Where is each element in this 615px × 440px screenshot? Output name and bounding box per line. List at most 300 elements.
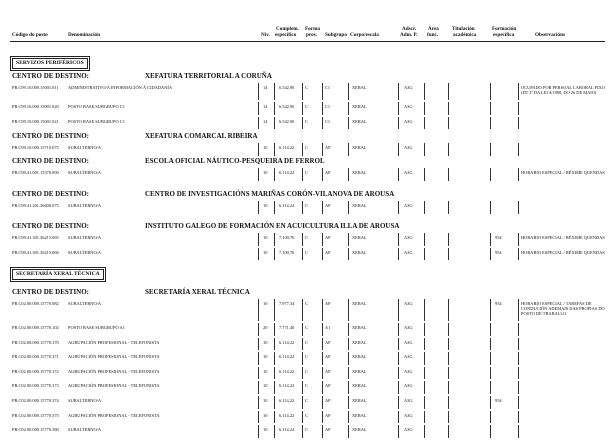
column-divider: [398, 367, 399, 380]
cell-form: 954: [495, 235, 502, 240]
column-divider: [424, 338, 425, 351]
column-divider: [398, 102, 399, 115]
column-divider: [398, 233, 399, 246]
column-divider: [448, 299, 449, 321]
column-divider: [348, 367, 349, 380]
cell-sub: AP: [325, 203, 331, 208]
cell-code: PR.C99.10.000.15001.020: [12, 104, 59, 109]
cell-adscr: A3G: [404, 203, 413, 208]
dest-name: XEFATURA TERRITORIAL A CORUÑA: [145, 72, 272, 80]
column-divider: [424, 248, 425, 261]
column-divider: [348, 102, 349, 115]
dest-label: CENTRO DE DESTINO:: [12, 222, 90, 230]
header-complem: Complem.: [276, 26, 299, 32]
column-divider: [258, 143, 259, 156]
dest-name: INSTITUTO GALEGO DE FORMACIÓN EN ACUICULTURA ILLA DE AROUSA: [145, 222, 400, 230]
cell-code: PR.C02.00.000.15770.374: [12, 398, 59, 403]
cell-niv: 10: [263, 145, 268, 150]
cell-comp: 6.114,22: [279, 368, 295, 374]
header-adm: Adm. P.: [400, 32, 418, 38]
cell-comp: 6.114,22: [279, 203, 295, 208]
column-divider: [348, 338, 349, 351]
cell-adscr: A3G: [404, 85, 413, 90]
column-divider: [518, 323, 519, 336]
cell-denom: SUBALTERNO/A: [68, 249, 102, 255]
cell-adscr: A3G: [404, 301, 413, 306]
cell-denom: POSTO BASE SUBGRUPO C1: [68, 118, 125, 124]
cell-adscr: A3G: [404, 398, 413, 403]
column-divider: [348, 233, 349, 246]
cell-adscr: A3G: [404, 249, 413, 255]
cell-comp: 6.114,22: [279, 170, 295, 175]
column-divider: [322, 338, 323, 351]
cell-form: 954: [495, 398, 502, 403]
column-divider: [518, 352, 519, 365]
column-divider: [348, 425, 349, 438]
column-divider: [518, 367, 519, 380]
column-divider: [322, 143, 323, 156]
column-divider: [398, 299, 399, 321]
column-divider: [258, 117, 259, 130]
column-divider: [518, 411, 519, 424]
column-divider: [348, 83, 349, 100]
column-divider: [398, 201, 399, 214]
table-row: [0, 117, 615, 132]
cell-denom: SUBALTERNO/A: [68, 398, 102, 403]
column-divider: [322, 411, 323, 424]
header-func: func.: [427, 32, 439, 38]
column-divider: [258, 201, 259, 214]
column-divider: [302, 425, 303, 438]
cell-niv: 14: [263, 85, 268, 90]
column-divider: [448, 83, 449, 100]
column-divider: [490, 248, 491, 261]
cell-code: PR.C02.00.000.15770.380: [12, 427, 59, 433]
cell-forma: C: [305, 249, 308, 255]
header-corpo: Corpo/escala: [350, 32, 379, 38]
column-divider: [348, 352, 349, 365]
table-row: [0, 352, 615, 367]
column-divider: [518, 143, 519, 156]
column-divider: [302, 338, 303, 351]
column-divider: [398, 168, 399, 181]
cell-forma: C: [305, 235, 308, 240]
cell-niv: 14: [263, 118, 268, 124]
column-divider: [258, 248, 259, 261]
cell-corpo: XERAL: [352, 118, 367, 124]
column-divider: [348, 117, 349, 130]
column-divider: [258, 299, 259, 321]
cell-adscr: A3G: [404, 118, 413, 124]
column-divider: [424, 425, 425, 438]
cell-code: PR.C02.00.000.15770.372: [12, 368, 59, 374]
column-divider: [490, 396, 491, 409]
column-divider: [302, 102, 303, 115]
header-area: Área: [428, 26, 439, 32]
cell-niv: 10: [263, 412, 268, 418]
column-divider: [424, 83, 425, 100]
cell-forma: C: [305, 203, 308, 208]
table-row: [0, 396, 615, 411]
cell-form: 954: [495, 301, 502, 306]
cell-niv: 10: [263, 383, 268, 389]
cell-comp: 6.114,22: [279, 383, 295, 389]
column-divider: [348, 248, 349, 261]
cell-obs: OCUPADO POR PERSOAL LABORAL FIXO (DT 1ª DA LEI 4/1988, DO 26 DE MAIO): [521, 85, 605, 95]
column-divider: [274, 352, 275, 365]
column-divider: [274, 143, 275, 156]
cell-corpo: XERAL: [352, 170, 367, 175]
table-row: [0, 248, 615, 263]
column-divider: [258, 381, 259, 394]
column-divider: [490, 102, 491, 115]
table-row: [0, 323, 615, 338]
column-divider: [518, 381, 519, 394]
column-divider: [274, 168, 275, 181]
column-divider: [424, 117, 425, 130]
column-divider: [518, 396, 519, 409]
cell-comp: 6.542,90: [279, 118, 295, 124]
column-divider: [322, 233, 323, 246]
column-divider: [322, 367, 323, 380]
column-divider: [490, 233, 491, 246]
cell-obs: HORARIO ESPECIAL / RÉXIME QUENDAS: [521, 235, 605, 240]
table-row: [0, 102, 615, 117]
header-niv: Nív.: [261, 32, 270, 38]
column-divider: [322, 83, 323, 100]
column-divider: [274, 299, 275, 321]
column-divider: [258, 411, 259, 424]
cell-sub: C1: [325, 104, 331, 109]
dest-name: SECRETARÍA XERAL TÉCNICA: [145, 288, 250, 296]
cell-corpo: XERAL: [352, 398, 367, 403]
column-divider: [258, 83, 259, 100]
column-divider: [302, 299, 303, 321]
cell-corpo: XERAL: [352, 368, 367, 374]
cell-corpo: XERAL: [352, 203, 367, 208]
cell-denom: SUBALTERNO/A: [68, 427, 102, 433]
column-divider: [302, 168, 303, 181]
cell-forma: C: [305, 398, 308, 403]
cell-adscr: A3G: [404, 427, 413, 433]
cell-sub: C1: [325, 118, 331, 124]
column-divider: [424, 352, 425, 365]
cell-forma: C: [305, 170, 308, 175]
cell-adscr: A3G: [404, 104, 413, 109]
column-divider: [518, 201, 519, 214]
cell-niv: 10: [263, 339, 268, 345]
column-divider: [302, 381, 303, 394]
column-divider: [490, 201, 491, 214]
table-row: [0, 425, 615, 440]
column-divider: [274, 425, 275, 438]
cell-denom: SUBALTERNO/A: [68, 301, 102, 306]
column-divider: [424, 233, 425, 246]
cell-code: PR.C99.41.301.36215.065: [12, 235, 59, 240]
column-divider: [518, 425, 519, 438]
column-divider: [302, 352, 303, 365]
cell-denom: SUBALTERNO/A: [68, 203, 102, 208]
cell-comp: 6.114,22: [279, 398, 295, 403]
column-divider: [274, 83, 275, 100]
cell-corpo: XERAL: [352, 235, 367, 240]
column-divider: [322, 102, 323, 115]
table-row: [0, 143, 615, 158]
cell-forma: C: [305, 427, 308, 433]
cell-sub: AP: [325, 301, 331, 306]
column-divider: [490, 83, 491, 100]
column-divider: [490, 323, 491, 336]
cell-comp: 7.100,76: [279, 249, 295, 255]
column-divider: [302, 396, 303, 409]
cell-sub: AP: [325, 412, 331, 418]
cell-niv: 10: [263, 170, 268, 175]
column-divider: [322, 323, 323, 336]
column-divider: [258, 396, 259, 409]
header-forma: Forma: [305, 26, 320, 32]
column-divider: [322, 352, 323, 365]
cell-sub: AP: [325, 145, 331, 150]
cell-sub: A1: [325, 325, 331, 330]
cell-adscr: A3G: [404, 170, 413, 175]
cell-corpo: XERAL: [352, 383, 367, 389]
column-divider: [398, 117, 399, 130]
cell-denom: SUBALTERNO/A: [68, 235, 102, 240]
column-divider: [448, 323, 449, 336]
section-title: SECRETARÍA XERAL TÉCNICA: [12, 269, 104, 280]
column-divider: [448, 411, 449, 424]
column-divider: [322, 248, 323, 261]
column-divider: [302, 411, 303, 424]
column-divider: [424, 143, 425, 156]
column-divider: [518, 338, 519, 351]
cell-niv: 10: [263, 235, 268, 240]
column-divider: [274, 117, 275, 130]
column-divider: [490, 381, 491, 394]
cell-code: PR.C02.00.000.15770.082: [12, 301, 59, 306]
table-row: [0, 299, 615, 323]
column-divider: [518, 233, 519, 246]
column-divider: [398, 396, 399, 409]
table-row: [0, 367, 615, 382]
cell-form: 954: [495, 249, 502, 255]
column-divider: [448, 425, 449, 438]
dest-name: XEFATURA COMARCAL RIBEIRA: [145, 132, 258, 140]
column-divider: [518, 102, 519, 115]
column-divider: [490, 425, 491, 438]
cell-corpo: XERAL: [352, 339, 367, 345]
column-divider: [448, 381, 449, 394]
cell-denom: AGRUPACIÓN PROFESIONAL - TELEFONISTA: [68, 383, 160, 389]
table-row: [0, 168, 615, 183]
column-divider: [398, 83, 399, 100]
dest-label: CENTRO DE DESTINO:: [12, 72, 90, 80]
column-divider: [274, 338, 275, 351]
column-divider: [302, 201, 303, 214]
column-divider: [322, 117, 323, 130]
dest-label: CENTRO DE DESTINO:: [12, 132, 90, 140]
column-divider: [398, 425, 399, 438]
cell-sub: AP: [325, 427, 331, 433]
cell-comp: 7.100,76: [279, 235, 295, 240]
column-divider: [424, 168, 425, 181]
column-divider: [424, 411, 425, 424]
column-divider: [490, 411, 491, 424]
cell-niv: 10: [263, 249, 268, 255]
cell-niv: 20: [263, 325, 268, 330]
cell-sub: AP: [325, 383, 331, 389]
column-divider: [348, 168, 349, 181]
cell-sub: AP: [325, 339, 331, 345]
column-divider: [274, 381, 275, 394]
column-divider: [518, 83, 519, 100]
header-denominacion: Denominación: [68, 32, 100, 38]
cell-sub: AP: [325, 368, 331, 374]
header-subgrupo: Subgrupo: [325, 32, 347, 38]
table-row: [0, 233, 615, 248]
column-divider: [490, 352, 491, 365]
column-divider: [274, 396, 275, 409]
cell-sub: C1: [325, 85, 331, 90]
cell-denom: AGRUPACIÓN PROFESIONAL - TELEFONISTA: [68, 368, 160, 374]
column-divider: [258, 323, 259, 336]
column-divider: [424, 102, 425, 115]
column-divider: [518, 117, 519, 130]
cell-denom: AGRUPACIÓN PROFESIONAL - TELEFONISTA: [68, 412, 160, 418]
column-divider: [348, 411, 349, 424]
column-divider: [490, 367, 491, 380]
cell-forma: C: [305, 412, 308, 418]
cell-code: PR.C99.10.000.15001.021: [12, 118, 59, 124]
column-divider: [258, 168, 259, 181]
column-divider: [424, 201, 425, 214]
column-divider: [448, 352, 449, 365]
table-row: [0, 83, 615, 102]
cell-forma: C: [305, 325, 308, 330]
cell-forma: C: [305, 301, 308, 306]
cell-adscr: A3G: [404, 412, 413, 418]
header-titulacion: Titulación: [452, 26, 475, 32]
column-divider: [348, 299, 349, 321]
cell-code: PR.C99.10.000.15710.075: [12, 145, 59, 150]
column-divider: [274, 201, 275, 214]
column-divider: [490, 168, 491, 181]
cell-niv: 10: [263, 398, 268, 403]
cell-denom: SUBALTERNO/A: [68, 170, 102, 175]
column-divider: [398, 411, 399, 424]
column-divider: [302, 117, 303, 130]
column-divider: [348, 381, 349, 394]
cell-obs: HORARIO ESPECIAL / RÉXIME QUENDAS: [521, 170, 605, 175]
column-divider: [424, 396, 425, 409]
column-divider: [322, 381, 323, 394]
column-divider: [448, 338, 449, 351]
cell-adscr: A3G: [404, 383, 413, 389]
column-divider: [348, 323, 349, 336]
cell-denom: POSTO BASE SUBGRUPO C1: [68, 104, 125, 109]
column-divider: [518, 299, 519, 321]
header-rule: [10, 41, 605, 42]
cell-code: PR.C99.41.001.15370.090: [12, 170, 59, 175]
column-divider: [348, 201, 349, 214]
cell-code: PR.C99.10.000.15001.011: [12, 85, 59, 90]
dest-name: CENTRO DE INVESTIGACIÓNS MARIÑAS CORÓN-VILANOVA DE AROUSA: [145, 190, 395, 198]
header-adscr: Adscr.: [402, 26, 417, 32]
column-divider: [424, 381, 425, 394]
cell-comp: 6.542,90: [279, 104, 295, 109]
cell-code: PR.C99.41.201.36600.075: [12, 203, 59, 208]
cell-code: PR.C02.00.000.15770.371: [12, 354, 59, 360]
cell-forma: C: [305, 368, 308, 374]
cell-comp: 6.114,22: [279, 427, 295, 433]
column-divider: [322, 168, 323, 181]
cell-adscr: A3G: [404, 368, 413, 374]
column-divider: [398, 248, 399, 261]
column-divider: [398, 143, 399, 156]
cell-code: PR.C99.41.301.36215.066: [12, 249, 59, 255]
table-row: [0, 338, 615, 353]
cell-forma: C: [305, 118, 308, 124]
dest-name: ESCOLA OFICIAL NÁUTICO-PESQUEIRA DE FERROL: [145, 157, 325, 165]
column-divider: [258, 233, 259, 246]
cell-adscr: A3G: [404, 235, 413, 240]
column-divider: [322, 201, 323, 214]
column-divider: [302, 233, 303, 246]
column-divider: [322, 425, 323, 438]
column-divider: [302, 143, 303, 156]
column-divider: [398, 352, 399, 365]
column-divider: [424, 299, 425, 321]
table-row: [0, 201, 615, 216]
cell-niv: 10: [263, 427, 268, 433]
section-title: SERVIZOS PERIFÉRICOS: [12, 58, 88, 69]
cell-forma: C: [305, 85, 308, 90]
cell-comp: 6.114,22: [279, 354, 295, 360]
column-divider: [274, 411, 275, 424]
cell-adscr: A3G: [404, 325, 413, 330]
column-divider: [398, 338, 399, 351]
column-divider: [258, 102, 259, 115]
cell-forma: C: [305, 339, 308, 345]
column-divider: [348, 143, 349, 156]
column-divider: [302, 367, 303, 380]
column-divider: [274, 233, 275, 246]
cell-niv: 14: [263, 104, 268, 109]
cell-corpo: XERAL: [352, 104, 367, 109]
dest-label: CENTRO DE DESTINO:: [12, 288, 90, 296]
cell-denom: ADMINISTRATIVO/A INFORMACIÓN Á CIDADANÍA: [68, 85, 173, 90]
dest-label: CENTRO DE DESTINO:: [12, 190, 90, 198]
cell-corpo: XERAL: [352, 427, 367, 433]
cell-sub: AP: [325, 170, 331, 175]
column-divider: [274, 323, 275, 336]
header-codigo: Código do posto: [12, 32, 48, 38]
column-divider: [448, 102, 449, 115]
header-especifica: específica: [493, 32, 515, 38]
cell-corpo: XERAL: [352, 249, 367, 255]
column-divider: [424, 367, 425, 380]
column-divider: [448, 248, 449, 261]
cell-niv: 10: [263, 354, 268, 360]
cell-denom: SUBALTERNO/A: [68, 145, 102, 150]
table-row: [0, 381, 615, 396]
column-divider: [398, 381, 399, 394]
cell-sub: AP: [325, 354, 331, 360]
cell-forma: C: [305, 104, 308, 109]
cell-code: PR.C02.00.000.15770.370: [12, 339, 59, 345]
cell-niv: 10: [263, 301, 268, 306]
cell-corpo: XERAL: [352, 85, 367, 90]
